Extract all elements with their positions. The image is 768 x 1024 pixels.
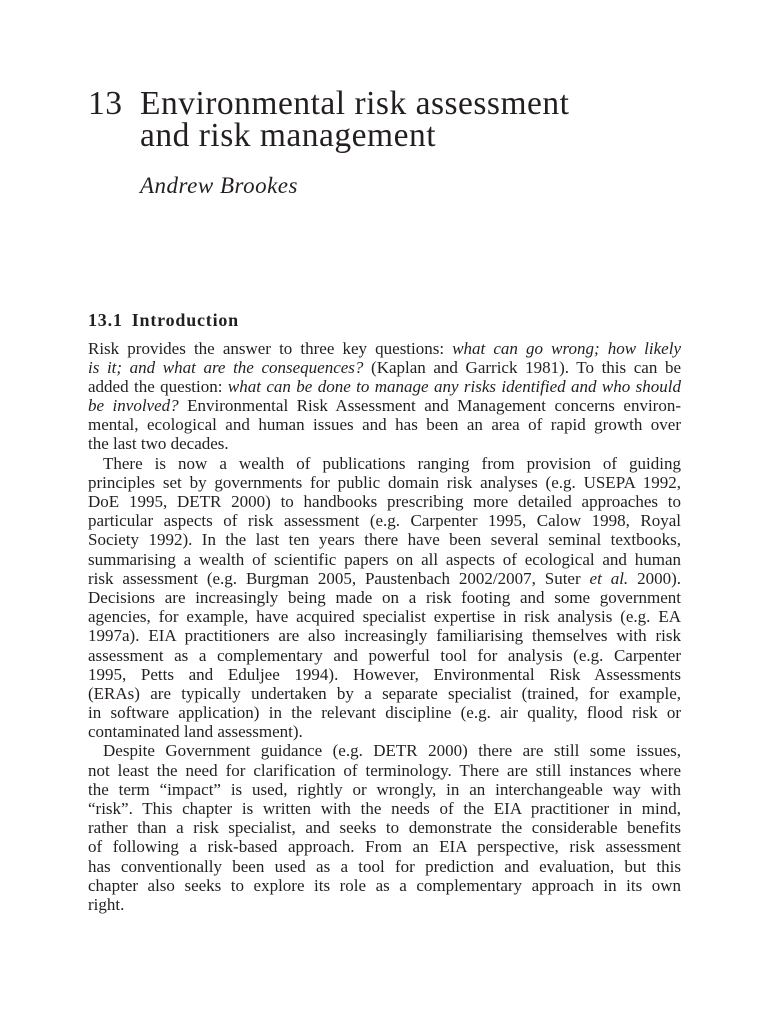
body-text-segment: risk assessment (e.g. Burgman 2005, Paustenbach 2002/2007, Suter [88, 568, 590, 588]
body-text-segment: 2000). [628, 568, 681, 588]
body-text-segment: principles set by governments for public domain risk analyses (e.g. USEPA 1992, [88, 472, 681, 492]
body-text-segment: (ERAs) are typically undertaken by a separate specialist (trained, for example, [88, 683, 681, 703]
body-text-block [88, 339, 681, 915]
body-line [88, 492, 681, 511]
body-line [88, 434, 681, 453]
body-line [88, 895, 681, 914]
body-text-segment: (Kaplan and Garrick 1981). To this can be [363, 357, 681, 377]
chapter-title-line: Environmental risk assessment [140, 85, 570, 122]
body-line [88, 818, 681, 837]
body-text-segment: Society 1992). In the last ten years there have been several seminal textbooks, [88, 530, 681, 550]
body-text-segment: Environmental Risk Assessment and Management concerns environ- [178, 396, 681, 416]
body-text-segment: assessment as a complementary and powerful tool for analysis (e.g. Carpenter [88, 645, 681, 665]
body-line [88, 473, 681, 492]
body-line [88, 626, 681, 645]
body-line [88, 722, 681, 741]
body-text-segment: the last two decades. [88, 434, 229, 454]
body-text-segment: Decisions are increasingly being made on a risk footing and some government [88, 587, 681, 607]
body-line [88, 377, 681, 396]
body-text-segment: added the question: [88, 376, 228, 396]
author-name: Andrew Brookes [140, 173, 298, 198]
body-text-segment: has conventionally been used as a tool for prediction and evaluation, but this [88, 856, 681, 876]
body-line [88, 837, 681, 856]
body-line [88, 665, 681, 684]
body-line [88, 857, 681, 876]
italic-text: what can go wrong; how likely [452, 338, 681, 358]
body-text-segment: Risk provides the answer to three key questions: [88, 338, 453, 358]
section-number: 13.1 [88, 310, 123, 330]
body-text-segment: DoE 1995, DETR 2000) to handbooks prescribing more detailed approaches to [88, 492, 681, 511]
body-text-segment: mental, ecological and human issues and has been an area of rapid growth over [88, 415, 681, 435]
body-line [88, 511, 681, 530]
body-text-segment: “risk”. This chapter is written with the needs of the EIA practitioner in mind, [88, 799, 681, 818]
body-line [88, 550, 681, 569]
body-text-segment: of following a risk-based approach. From an EIA perspective, risk assessment [88, 837, 681, 857]
body-line [88, 761, 681, 780]
body-line [88, 684, 681, 703]
italic-text: what can be done to manage any risks identified and who should [227, 376, 681, 396]
italic-text: is it; and what are the consequences? [88, 357, 364, 377]
italic-text: et al. [589, 568, 629, 588]
body-line [88, 780, 681, 799]
body-line [88, 396, 681, 415]
chapter-number: 13 [88, 85, 123, 122]
body-text-segment: 1997a). EIA practitioners are also increasingly familiarising themselves with risk [88, 626, 681, 646]
body-text-segment: 1995, Petts and Eduljee 1994). However, Environmental Risk Assessments [88, 664, 681, 684]
italic-text: be involved? [88, 396, 179, 416]
body-text-segment: Despite Government guidance (e.g. DETR 2000) there are still some issues, [103, 741, 681, 761]
body-line [88, 741, 681, 760]
body-line [88, 454, 681, 473]
body-line [88, 607, 681, 626]
body-text-segment: contaminated land assessment). [88, 722, 303, 742]
body-text-segment: the term “impact” is used, rightly or wrongly, in an interchangeable way with [88, 779, 681, 799]
body-line [88, 876, 681, 895]
body-line [88, 339, 681, 358]
paragraph [88, 339, 681, 454]
body-text-segment: in software application) in the relevant discipline (e.g. air quality, flood risk or [88, 703, 681, 723]
body-line [88, 588, 681, 607]
section-title: Introduction [131, 310, 239, 330]
body-line [88, 415, 681, 434]
body-line [88, 799, 681, 818]
body-line [88, 703, 681, 722]
body-text-segment: rather than a risk specialist, and seeks to demonstrate the considerable benefits [88, 818, 681, 838]
body-text-segment: not least the need for clarification of terminology. There are still instances where [88, 760, 681, 780]
body-text-segment: particular aspects of risk assessment (e.g. Carpenter 1995, Calow 1998, Royal [88, 511, 681, 531]
paragraph [88, 741, 681, 914]
body-text-segment: There is now a wealth of publications ranging from provision of guiding [103, 453, 681, 473]
body-text-segment: agencies, for example, have acquired specialist expertise in risk analysis (e.g. EA [88, 607, 681, 627]
body-line [88, 358, 681, 377]
section-heading [88, 309, 239, 331]
chapter-title [140, 85, 570, 154]
body-line [88, 530, 681, 549]
body-text-segment: chapter also seeks to explore its role as a complementary approach in its own [88, 875, 681, 895]
paragraph [88, 454, 681, 742]
chapter-title-line: and risk management [140, 117, 437, 154]
body-line [88, 569, 681, 588]
body-text-segment: summarising a wealth of scientific papers on all aspects of ecological and human [88, 549, 681, 569]
body-line [88, 646, 681, 665]
body-text-segment: right. [88, 894, 125, 914]
